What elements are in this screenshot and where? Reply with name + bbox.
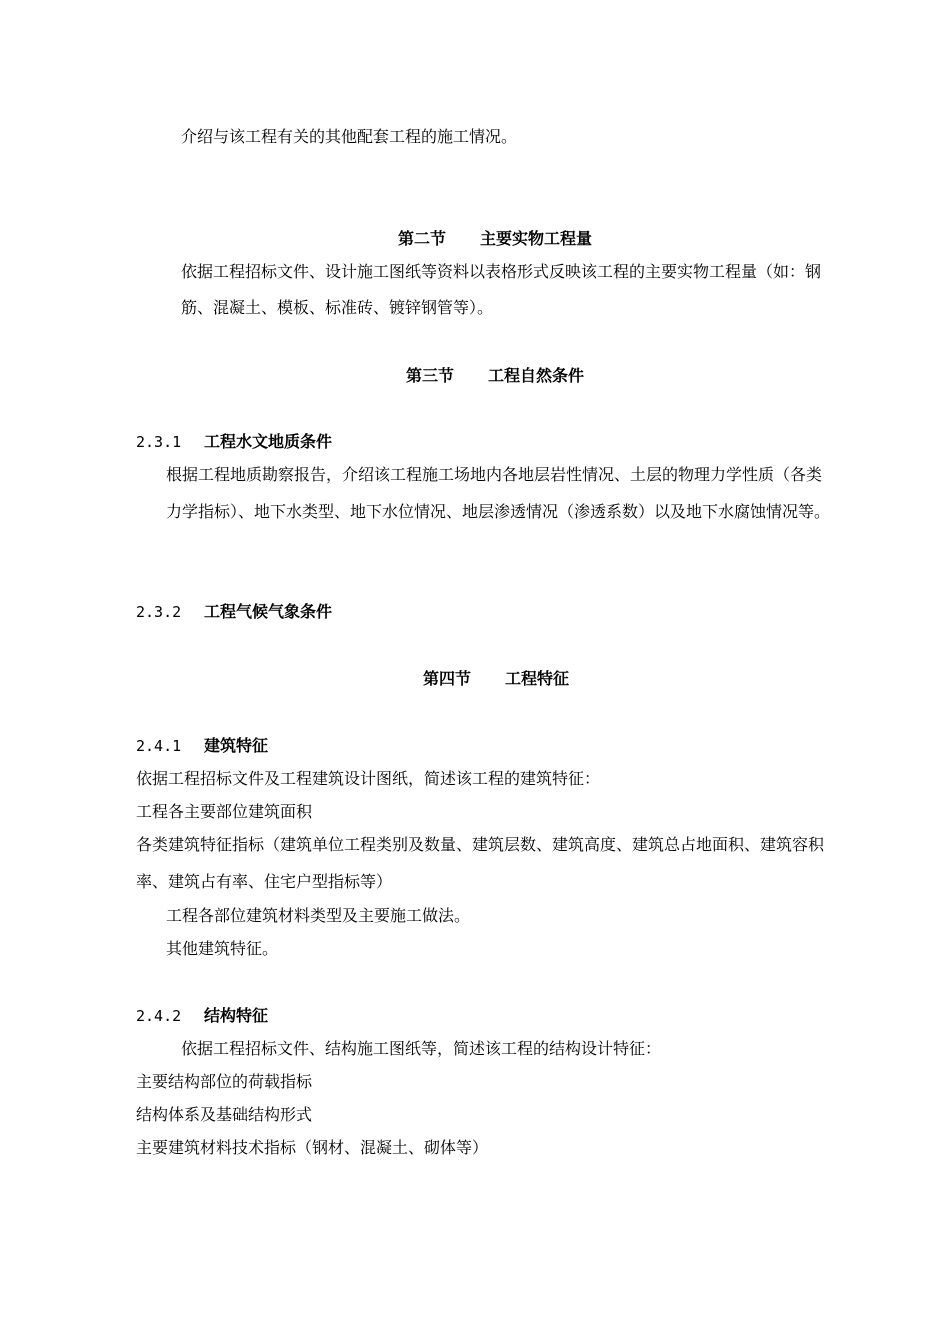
section2-title: 主要实物工程量: [480, 229, 593, 248]
subsection-number: 2.3.1: [136, 433, 182, 451]
section3-heading: [406, 366, 584, 386]
arch-line4: 率、建筑占有率、住宅户型指标等）: [136, 872, 393, 891]
section2-paragraph-line1: 依据工程招标文件、设计施工图纸等资料以表格形式反映该工程的主要实物工程量（如：钢: [181, 262, 822, 281]
subsection-2-4-1-heading: [136, 736, 268, 756]
subsection-number: 2.4.2: [136, 1007, 182, 1025]
subsection-title: 工程水文地质条件: [204, 432, 333, 451]
arch-line1: 依据工程招标文件及工程建筑设计图纸，简述该工程的建筑特征：: [136, 769, 601, 788]
intro-paragraph: 介绍与该工程有关的其他配套工程的施工情况。: [181, 127, 518, 146]
subsection-2-3-2-heading: [136, 602, 332, 622]
section4-title: 工程特征: [505, 669, 570, 688]
subsection-2-3-1-heading: [136, 432, 332, 452]
section3-label: 第三节: [406, 366, 455, 385]
struct-line4: 主要建筑材料技术指标（钢材、混凝土、砌体等）: [136, 1138, 489, 1157]
section2-heading: [398, 229, 592, 249]
section3-title: 工程自然条件: [488, 366, 585, 385]
arch-line2: 工程各主要部位建筑面积: [136, 802, 313, 821]
hydro-paragraph-line1: 根据工程地质勘察报告，介绍该工程施工场地内各地层岩性情况、土层的物理力学性质（各类: [166, 465, 823, 484]
subsection-2-4-2-heading: [136, 1006, 268, 1026]
section2-paragraph-line2: 筋、混凝土、模板、标准砖、镀锌钢管等）。: [181, 298, 494, 317]
subsection-title: 工程气候气象条件: [204, 602, 333, 621]
section4-label: 第四节: [423, 669, 472, 688]
struct-line3: 结构体系及基础结构形式: [136, 1105, 313, 1124]
arch-line6: 其他建筑特征。: [166, 939, 279, 958]
arch-line5: 工程各部位建筑材料类型及主要施工做法。: [166, 906, 471, 925]
hydro-paragraph-line2: 力学指标）、地下水类型、地下水位情况、地层渗透情况（渗透系数）以及地下水腐蚀情况等。: [166, 502, 831, 521]
section4-heading: [423, 669, 569, 689]
subsection-title: 结构特征: [204, 1006, 269, 1025]
section2-label: 第二节: [398, 229, 447, 248]
struct-line2: 主要结构部位的荷载指标: [136, 1072, 313, 1091]
subsection-title: 建筑特征: [204, 736, 269, 755]
arch-line3: 各类建筑特征指标（建筑单位工程类别及数量、建筑层数、建筑高度、建筑总占地面积、建筑容积: [136, 835, 825, 854]
subsection-number: 2.3.2: [136, 603, 182, 621]
struct-line1: 依据工程招标文件、结构施工图纸等，简述该工程的结构设计特征：: [181, 1039, 662, 1058]
subsection-number: 2.4.1: [136, 737, 182, 755]
